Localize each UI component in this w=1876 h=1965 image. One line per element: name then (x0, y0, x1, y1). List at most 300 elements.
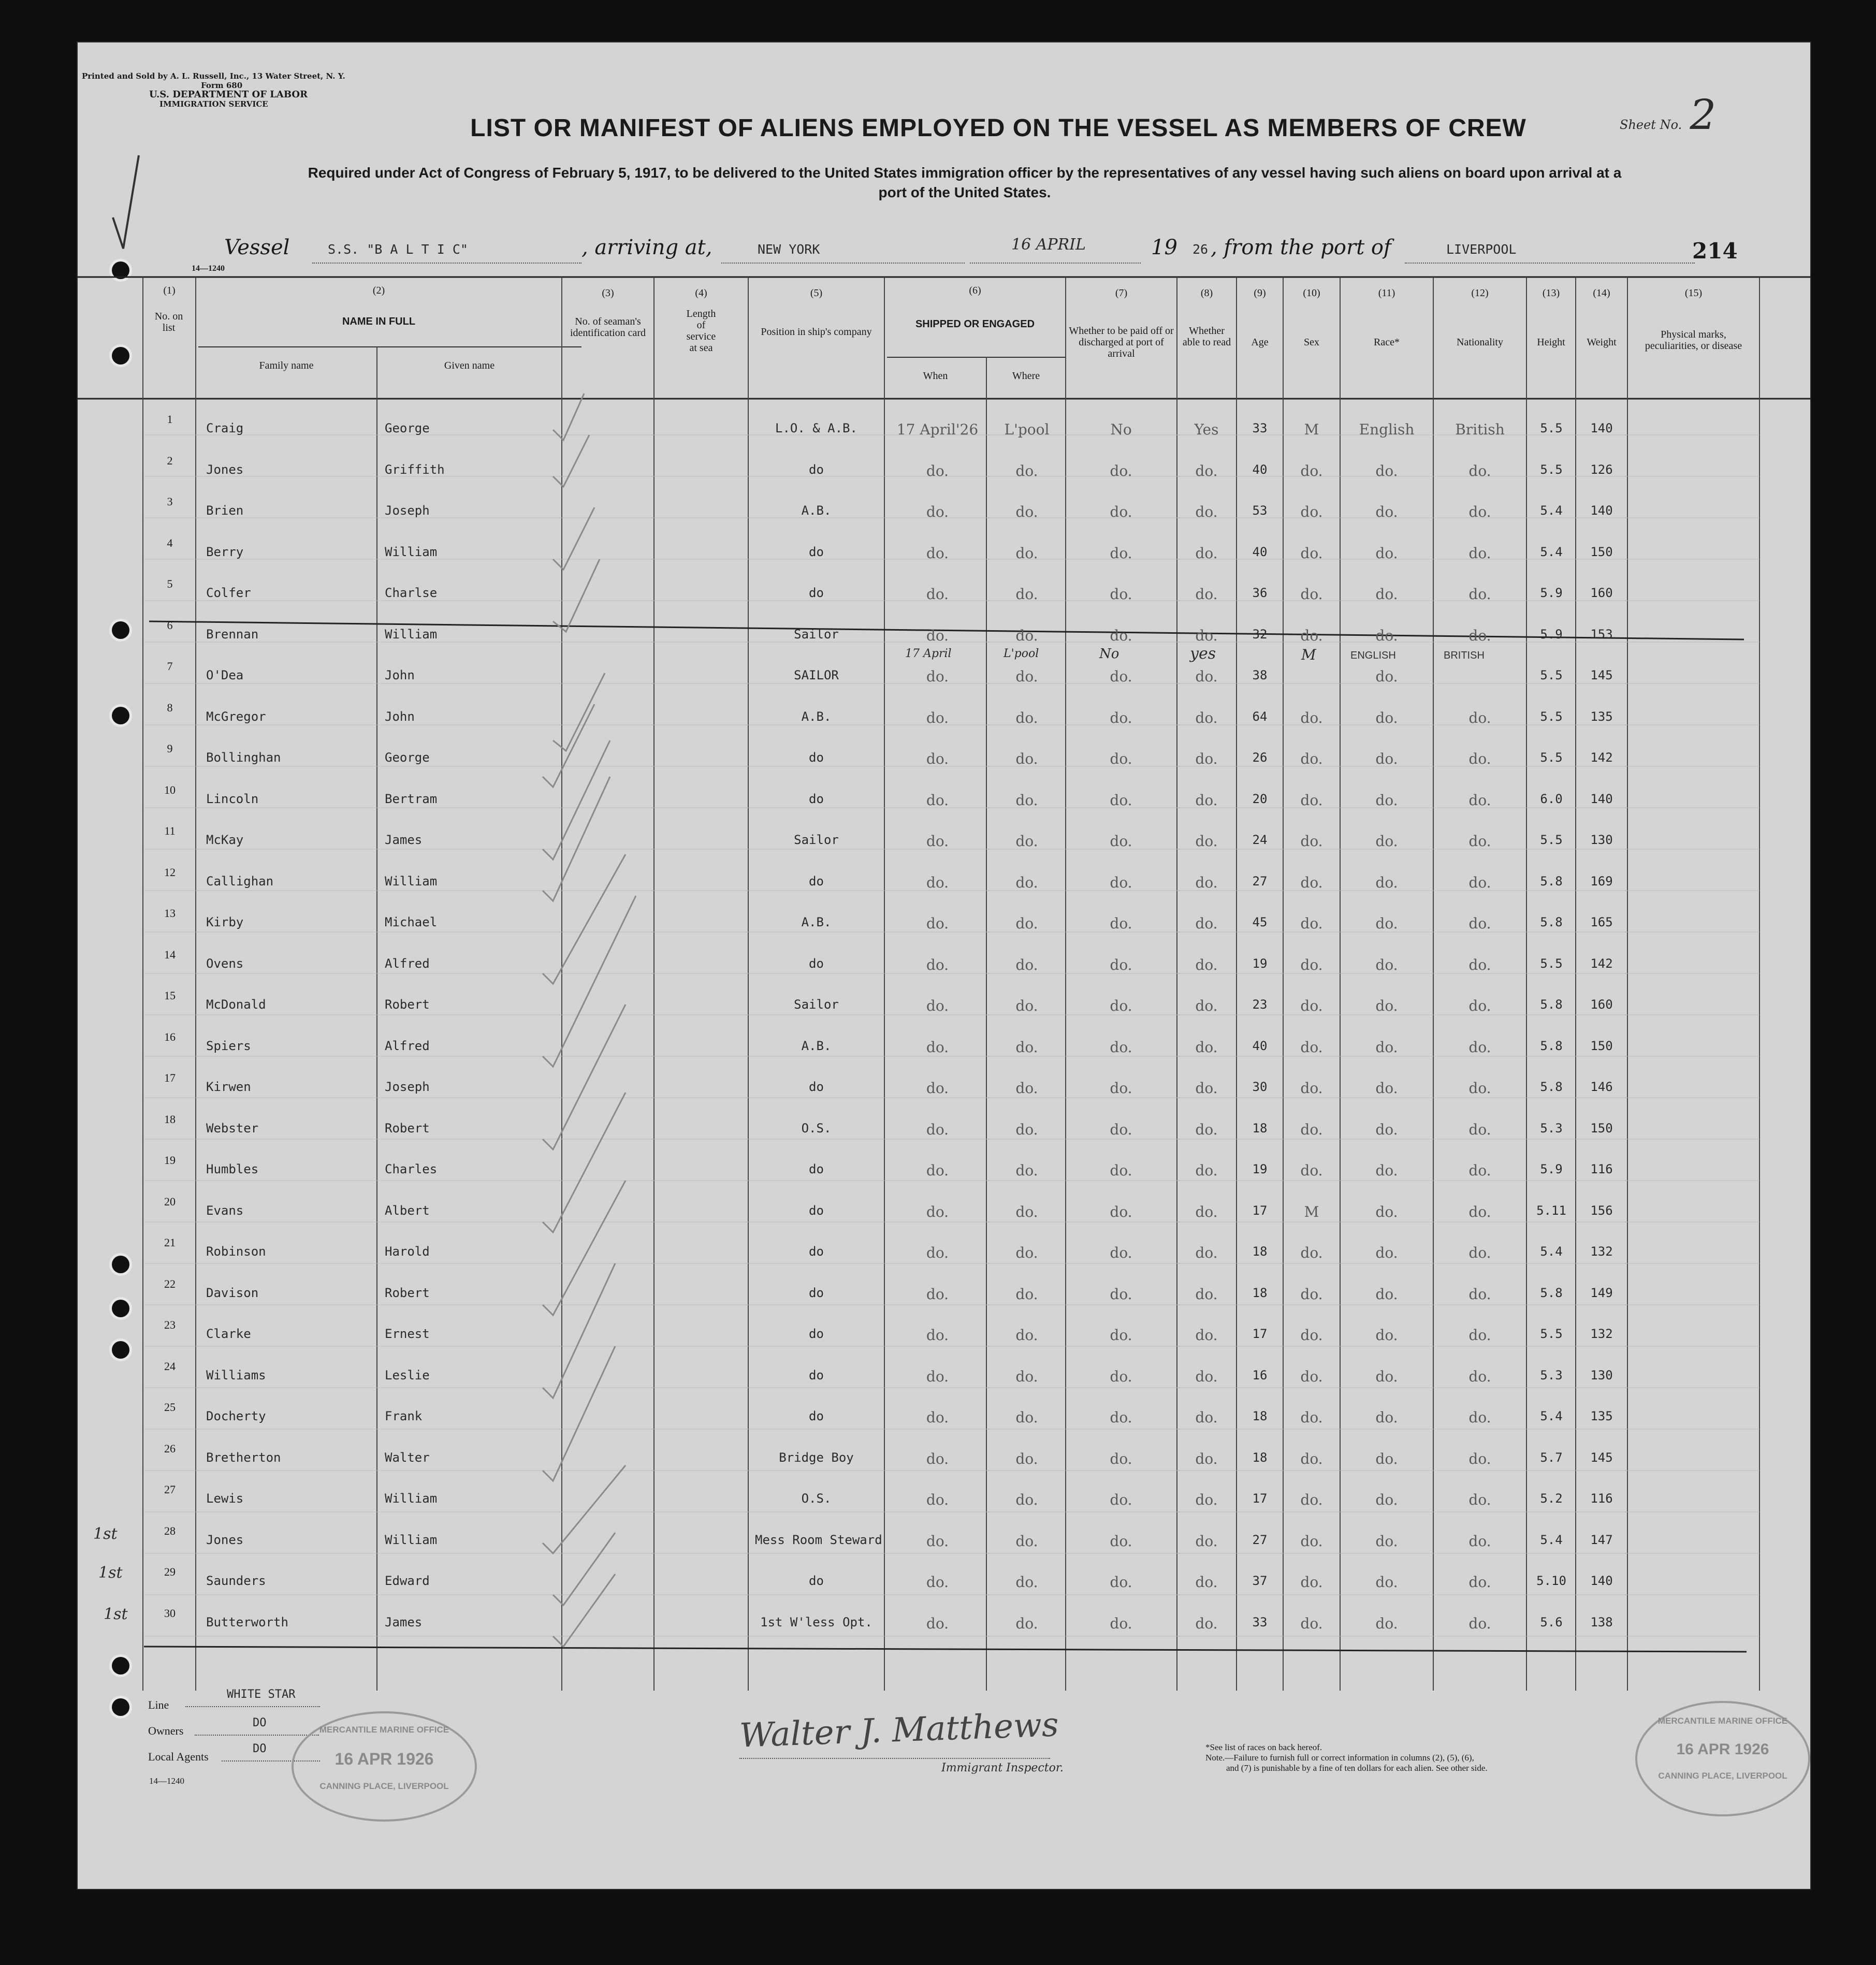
cell-where: do. (1015, 750, 1038, 767)
cell-nat: do. (1468, 1162, 1491, 1179)
cell-race: do. (1375, 1614, 1398, 1632)
cell-where: do. (1015, 1162, 1038, 1179)
col2-header: NAME IN FULL (342, 316, 416, 327)
margin-note-29: 1st (98, 1564, 123, 1582)
stamp-left-bottom: CANNING PLACE, LIVERPOOL (319, 1781, 449, 1791)
cell-given: James (385, 1614, 423, 1629)
cell-given: William (385, 1491, 438, 1506)
cell-read: do. (1195, 709, 1218, 726)
row7-overwrite-read: yes (1190, 645, 1216, 663)
cell-age: 18 (1252, 1285, 1268, 1300)
col15-header: Physical marks, peculiarities, or disease (1645, 329, 1742, 352)
table-row (77, 900, 1759, 937)
cell-given: Charlse (385, 586, 438, 600)
cell-read: do. (1195, 462, 1218, 479)
cell-age: 33 (1252, 421, 1268, 435)
cell-read: do. (1195, 1614, 1218, 1632)
cell-nat: do. (1468, 1203, 1491, 1220)
cell-given: Griffith (385, 462, 445, 477)
cell-paid: do. (1110, 586, 1132, 603)
cell-given: Ernest (385, 1327, 430, 1341)
cell-race: do. (1375, 1080, 1398, 1097)
cell-when: do. (926, 1327, 949, 1344)
cell-sex: do. (1300, 544, 1323, 562)
cell-nat: do. (1468, 1450, 1491, 1467)
cell-nat: British (1455, 421, 1505, 438)
row-number: 5 (167, 577, 173, 590)
col7-num: (7) (1115, 287, 1128, 299)
row-number: 16 (164, 1030, 176, 1043)
cell-age: 27 (1252, 1532, 1268, 1547)
cell-height: 5.4 (1540, 1409, 1563, 1423)
row-number: 3 (167, 495, 173, 508)
cell-read: do. (1195, 1038, 1218, 1056)
table-row (77, 1436, 1759, 1472)
cell-sex: do. (1300, 1120, 1323, 1138)
cell-given: Joseph (385, 503, 430, 518)
cell-where: do. (1015, 833, 1038, 850)
cell-sex: do. (1300, 1038, 1323, 1056)
col3-header: No. of seaman's identification card (570, 316, 646, 339)
cell-read: do. (1195, 1203, 1218, 1220)
cell-race: do. (1375, 1120, 1398, 1138)
cell-age: 40 (1252, 462, 1268, 477)
cell-where: do. (1015, 586, 1038, 603)
cell-race: do. (1375, 833, 1398, 850)
col5-num: (5) (810, 287, 823, 299)
cell-height: 5.5 (1540, 462, 1563, 477)
manifest-sheet (77, 41, 1811, 1890)
cell-race: do. (1375, 791, 1398, 809)
cell-race: do. (1375, 1574, 1398, 1591)
cell-family: Bretherton (206, 1450, 281, 1465)
margin-note-28: 1st (93, 1525, 118, 1543)
row-number: 8 (167, 701, 173, 714)
table-row (77, 695, 1759, 731)
cell-where: do. (1015, 1532, 1038, 1550)
cell-when: do. (926, 1532, 949, 1550)
row-number: 6 (167, 618, 173, 632)
mercantile-marine-stamp-right (1635, 1701, 1810, 1816)
list-number: 214 (1692, 238, 1738, 264)
cell-family: McGregor (206, 709, 266, 724)
cell-paid: do. (1110, 874, 1132, 891)
cell-when: do. (926, 586, 949, 603)
cell-family: Jones (206, 462, 244, 477)
cell-position: Sailor (794, 997, 839, 1012)
cell-nat: do. (1468, 1532, 1491, 1550)
cell-position: Bridge Boy (779, 1450, 854, 1465)
cell-sex: do. (1300, 1327, 1323, 1344)
cell-paid: do. (1110, 1120, 1132, 1138)
cell-when: do. (926, 1162, 949, 1179)
row-number: 23 (164, 1318, 176, 1331)
cell-height: 5.8 (1540, 1038, 1563, 1053)
cell-position: L.O. & A.B. (775, 421, 857, 435)
cell-read: do. (1195, 956, 1218, 973)
cell-given: George (385, 750, 430, 765)
cell-family: Ovens (206, 956, 244, 971)
cell-height: 5.8 (1540, 874, 1563, 889)
cell-weight: 149 (1590, 1285, 1613, 1300)
row-number: 28 (164, 1524, 176, 1537)
cell-family: Kirwen (206, 1080, 251, 1094)
cell-given: William (385, 1532, 438, 1547)
cell-where: do. (1015, 1285, 1038, 1303)
cell-sex: do. (1300, 627, 1323, 644)
row-number: 30 (164, 1606, 176, 1620)
cell-weight: 132 (1590, 1327, 1613, 1341)
cell-when: do. (926, 1574, 949, 1591)
col9-header: Age (1251, 337, 1269, 348)
cell-position: do (809, 874, 824, 889)
col6-header: SHIPPED OR ENGAGED (915, 318, 1035, 330)
table-row (77, 1065, 1759, 1101)
cell-where: do. (1015, 1203, 1038, 1220)
cell-nat: do. (1468, 956, 1491, 973)
cell-position: do (809, 1327, 824, 1341)
mercantile-marine-stamp-left (292, 1711, 477, 1822)
cell-sex: do. (1300, 1614, 1323, 1632)
cell-when: do. (926, 1038, 949, 1056)
col9-num: (9) (1254, 287, 1266, 299)
cell-paid: do. (1110, 1450, 1132, 1467)
stamp-right-top: MERCANTILE MARINE OFFICE (1657, 1716, 1788, 1726)
cell-position: A.B. (801, 1038, 832, 1053)
cell-where: do. (1015, 997, 1038, 1014)
cell-family: Jones (206, 1532, 244, 1547)
cell-age: 40 (1252, 544, 1268, 559)
cell-when: do. (926, 791, 949, 809)
cell-family: Evans (206, 1203, 244, 1218)
cell-paid: do. (1110, 503, 1132, 520)
printer-line: Printed and Sold by A. L. Russell, Inc., 13 Water Street, N. Y. (82, 71, 345, 81)
cell-paid: do. (1110, 1367, 1132, 1385)
cell-paid: do. (1110, 997, 1132, 1014)
cell-nat: do. (1468, 791, 1491, 809)
cell-race: do. (1375, 1450, 1398, 1467)
cell-family: Lewis (206, 1491, 244, 1506)
form-code: 14—1240 (192, 264, 225, 273)
arrival-year: 26 (1193, 242, 1209, 257)
cell-when: do. (926, 833, 949, 850)
col10-header: Sex (1304, 337, 1319, 348)
col15-num: (15) (1684, 287, 1703, 299)
cell-given: Charles (385, 1162, 438, 1176)
cell-read: do. (1195, 668, 1218, 685)
cell-paid: do. (1110, 1409, 1132, 1426)
cell-weight: 150 (1590, 544, 1613, 559)
cell-given: Bertram (385, 791, 438, 806)
margin-note-30: 1st (104, 1605, 128, 1623)
cell-read: do. (1195, 791, 1218, 809)
cell-height: 5.4 (1540, 1532, 1563, 1547)
cell-when: do. (926, 1450, 949, 1467)
cell-age: 17 (1252, 1491, 1268, 1506)
cell-given: Albert (385, 1203, 430, 1218)
row-number: 12 (164, 865, 176, 879)
cell-age: 18 (1252, 1409, 1268, 1423)
cell-when: do. (926, 750, 949, 767)
cell-where: do. (1015, 668, 1038, 685)
table-row (77, 777, 1759, 813)
cell-nat: do. (1468, 1120, 1491, 1138)
cell-when: do. (926, 1203, 949, 1220)
cell-where: do. (1015, 915, 1038, 932)
row7-overwrite-paid: No (1099, 646, 1119, 662)
cell-height: 5.6 (1540, 1614, 1563, 1629)
col6a-header: When (923, 370, 948, 382)
cell-position: O.S. (801, 1491, 832, 1506)
cell-paid: do. (1110, 1244, 1132, 1261)
cell-weight: 165 (1590, 915, 1613, 929)
cell-weight: 145 (1590, 1450, 1613, 1465)
cell-sex: do. (1300, 833, 1323, 850)
col10-num: (10) (1303, 287, 1320, 299)
table-row (77, 942, 1759, 978)
cell-family: Saunders (206, 1574, 266, 1588)
cell-height: 5.4 (1540, 1244, 1563, 1259)
cell-where: do. (1015, 956, 1038, 973)
cell-age: 64 (1252, 709, 1268, 724)
cell-height: 5.5 (1540, 833, 1563, 847)
cell-family: Bollinghan (206, 750, 281, 765)
cell-height: 5.7 (1540, 1450, 1563, 1465)
table-row (77, 1518, 1759, 1554)
cell-nat: do. (1468, 1038, 1491, 1056)
cell-race: do. (1375, 956, 1398, 973)
cell-where: do. (1015, 1491, 1038, 1508)
cell-weight: 142 (1590, 956, 1613, 971)
cell-when: 17 April'26 (896, 421, 979, 438)
cell-where: L'pool (1004, 421, 1050, 438)
cell-where: do. (1015, 1120, 1038, 1138)
from-port: LIVERPOOL (1446, 242, 1517, 257)
row-number: 19 (164, 1154, 176, 1167)
cell-height: 5.5 (1540, 750, 1563, 765)
row7-overwrite-when: 17 April (905, 647, 952, 660)
cell-height: 5.5 (1540, 668, 1563, 682)
cell-read: do. (1195, 874, 1218, 891)
cell-paid: do. (1110, 956, 1132, 973)
cell-height: 5.5 (1540, 421, 1563, 435)
cell-where: do. (1015, 1080, 1038, 1097)
page-title: LIST OR MANIFEST OF ALIENS EMPLOYED ON THE VESSEL AS MEMBERS OF CREW (470, 114, 1526, 142)
cell-when: do. (926, 1120, 949, 1138)
col4-header: Length of service at sea (686, 308, 716, 354)
cell-paid: do. (1110, 1080, 1132, 1097)
row-number: 15 (164, 989, 176, 1002)
cell-race: do. (1375, 1038, 1398, 1056)
cell-when: do. (926, 1244, 949, 1261)
cell-read: do. (1195, 1367, 1218, 1385)
cell-read: do. (1195, 627, 1218, 644)
cell-age: 16 (1252, 1367, 1268, 1382)
cell-weight: 132 (1590, 1244, 1613, 1259)
cell-position: do (809, 462, 824, 477)
table-row (77, 860, 1759, 896)
cell-given: Robert (385, 1120, 430, 1136)
cell-where: do. (1015, 709, 1038, 726)
cell-height: 5.8 (1540, 997, 1563, 1012)
table-row (77, 1024, 1759, 1060)
cell-nat: do. (1468, 1367, 1491, 1385)
cell-sex: do. (1300, 586, 1323, 603)
row-number: 20 (164, 1195, 176, 1208)
cell-race: do. (1375, 1285, 1398, 1303)
table-row (77, 1147, 1759, 1184)
cell-given: Robert (385, 1285, 430, 1300)
row-number: 10 (164, 783, 176, 796)
cell-age: 53 (1252, 503, 1268, 518)
cell-paid: do. (1110, 915, 1132, 932)
cell-position: Sailor (794, 833, 839, 847)
col11-num: (11) (1378, 287, 1395, 299)
cell-read: Yes (1194, 421, 1219, 438)
cell-height: 5.4 (1540, 503, 1563, 518)
cell-read: do. (1195, 586, 1218, 603)
cell-race: do. (1375, 1367, 1398, 1385)
cell-paid: do. (1110, 1327, 1132, 1344)
cell-height: 5.9 (1540, 586, 1563, 600)
cell-nat: do. (1468, 833, 1491, 850)
cell-family: McDonald (206, 997, 266, 1012)
cell-height: 5.9 (1540, 1162, 1563, 1176)
cell-family: Butterworth (206, 1614, 288, 1629)
cell-position: do (809, 1244, 824, 1259)
cell-age: 19 (1252, 1162, 1268, 1176)
cell-position: do (809, 750, 824, 765)
cell-age: 23 (1252, 997, 1268, 1012)
cell-given: Robert (385, 997, 430, 1012)
cell-height: 5.5 (1540, 709, 1563, 724)
cell-sex: do. (1300, 750, 1323, 767)
cell-where: do. (1015, 1409, 1038, 1426)
table-row (77, 1477, 1759, 1513)
cell-sex: do. (1300, 1450, 1323, 1467)
vessel-name: S.S. "B A L T I C" (328, 242, 468, 257)
cell-race: do. (1375, 709, 1398, 726)
cell-age: 18 (1252, 1450, 1268, 1465)
cell-read: do. (1195, 833, 1218, 850)
cell-family: O'Dea (206, 668, 244, 682)
col2a-header: Family name (259, 360, 314, 371)
stamp-right-bottom: CANNING PLACE, LIVERPOOL (1658, 1771, 1787, 1781)
cell-where: do. (1015, 1574, 1038, 1591)
cell-weight: 142 (1590, 750, 1613, 765)
table-row (77, 448, 1759, 484)
cell-height: 5.8 (1540, 915, 1563, 929)
cell-read: do. (1195, 915, 1218, 932)
cell-read: do. (1195, 1327, 1218, 1344)
cell-nat: do. (1468, 586, 1491, 603)
cell-sex: do. (1300, 1080, 1323, 1097)
row-number: 18 (164, 1112, 176, 1126)
col14-num: (14) (1593, 287, 1610, 299)
table-row (77, 1312, 1759, 1348)
cell-paid: No (1110, 421, 1132, 438)
cell-sex: do. (1300, 709, 1323, 726)
table-row (77, 736, 1759, 772)
col6-num: (6) (969, 285, 981, 296)
cell-given: Alfred (385, 956, 430, 971)
cell-position: Mess Room Steward (755, 1532, 882, 1547)
department: U.S. DEPARTMENT OF LABOR (149, 89, 308, 100)
cell-weight: 140 (1590, 791, 1613, 806)
cell-paid: do. (1110, 1038, 1132, 1056)
cell-paid: do. (1110, 750, 1132, 767)
cell-weight: 130 (1590, 1367, 1613, 1382)
cell-family: Lincoln (206, 791, 259, 806)
cell-height: 5.4 (1540, 544, 1563, 559)
cell-nat: do. (1468, 1409, 1491, 1426)
cell-sex: do. (1300, 1244, 1323, 1261)
arrival-port: NEW YORK (758, 242, 820, 257)
cell-sex: do. (1300, 1285, 1323, 1303)
owners-value: DO (253, 1716, 267, 1729)
cell-position: O.S. (801, 1120, 832, 1136)
cell-race: do. (1375, 586, 1398, 603)
cell-height: 5.3 (1540, 1120, 1563, 1136)
cell-family: Docherty (206, 1409, 266, 1423)
cell-position: do (809, 1574, 824, 1588)
cell-race: do. (1375, 1409, 1398, 1426)
cell-when: do. (926, 1367, 949, 1385)
cell-weight: 130 (1590, 833, 1613, 847)
cell-when: do. (926, 1614, 949, 1632)
sheet-number: 2 (1690, 91, 1717, 139)
cell-given: Walter (385, 1450, 430, 1465)
cell-nat: do. (1468, 915, 1491, 932)
cell-when: do. (926, 627, 949, 644)
cell-race: do. (1375, 1244, 1398, 1261)
cell-race: do. (1375, 1203, 1398, 1220)
cell-read: do. (1195, 503, 1218, 520)
cell-read: do. (1195, 1574, 1218, 1591)
cell-given: John (385, 709, 415, 724)
col5-header: Position in ship's company (761, 326, 872, 338)
agents-label: Local Agents (148, 1750, 209, 1763)
cell-given: Michael (385, 915, 438, 929)
cell-nat: do. (1468, 997, 1491, 1014)
cell-when: do. (926, 1491, 949, 1508)
cell-race: do. (1375, 668, 1398, 685)
cell-read: do. (1195, 1532, 1218, 1550)
cell-position: do (809, 1285, 824, 1300)
col8-num: (8) (1200, 287, 1213, 299)
cell-height: 5.11 (1536, 1203, 1566, 1218)
cell-where: do. (1015, 1244, 1038, 1261)
cell-race: do. (1375, 627, 1398, 644)
cell-given: Edward (385, 1574, 430, 1588)
cell-age: 32 (1252, 627, 1268, 642)
cell-when: do. (926, 1409, 949, 1426)
row7-overwrite-where: L'pool (1004, 647, 1039, 660)
cell-position: A.B. (801, 915, 832, 929)
line-value: WHITE STAR (227, 1688, 296, 1701)
cell-paid: do. (1110, 1614, 1132, 1632)
inspector-label: Immigrant Inspector. (941, 1762, 1064, 1774)
col14-header: Weight (1587, 337, 1617, 348)
cell-race: do. (1375, 874, 1398, 891)
cell-sex: do. (1300, 956, 1323, 973)
cell-where: do. (1015, 874, 1038, 891)
table-row (77, 1559, 1759, 1595)
row-number: 21 (164, 1236, 176, 1249)
cell-read: do. (1195, 1285, 1218, 1303)
cell-position: do (809, 791, 824, 806)
cell-nat: do. (1468, 1244, 1491, 1261)
